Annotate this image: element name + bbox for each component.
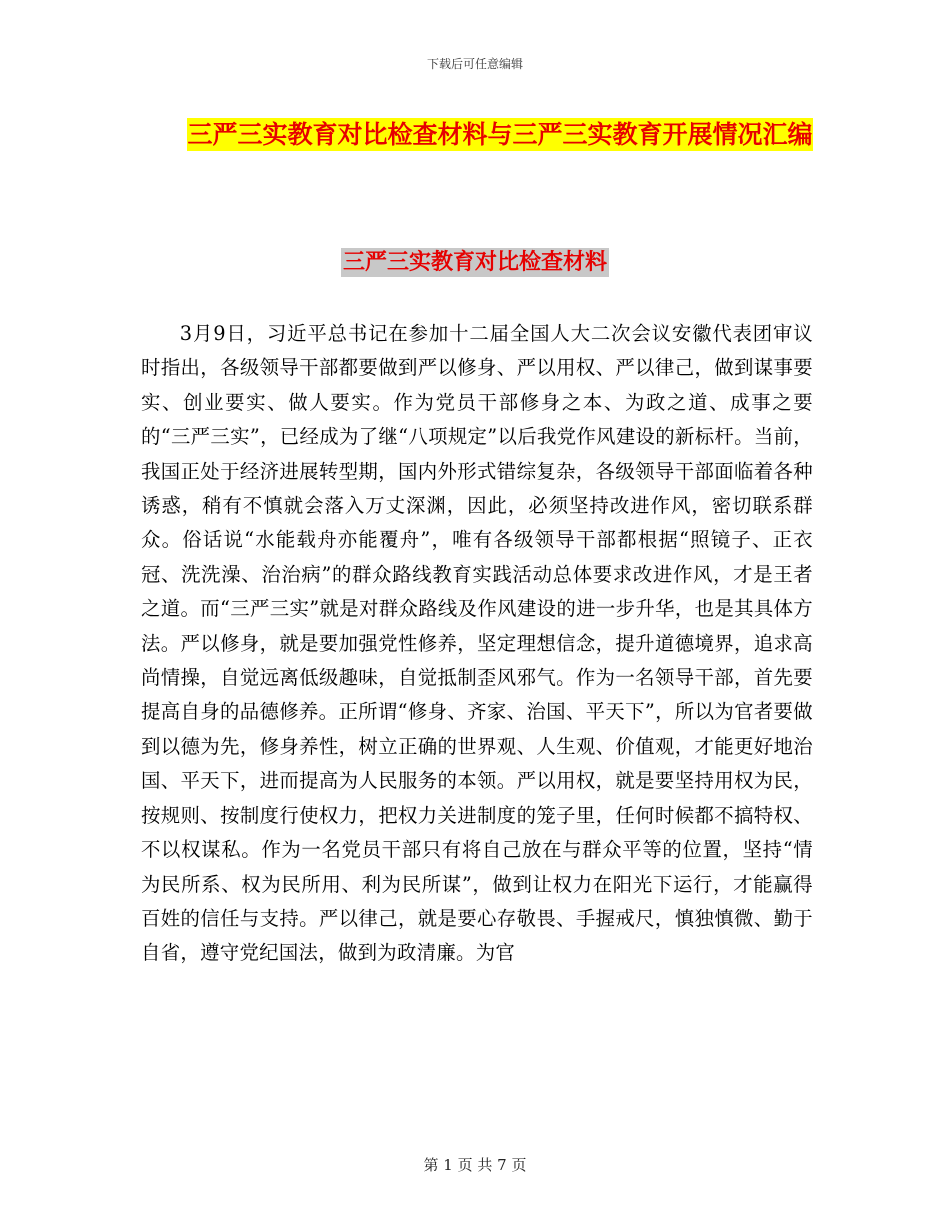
section-title — [0, 246, 950, 280]
body-paragraph: 3月9日，习近平总书记在参加十二届全国人大二次会议安徽代表团审议时指出，各级领导干部都要做到严以修身、严以用权、严以律己，做到谋事要实、创业要实、做人要实。作为党员干部修身之本、为政之道、成事之要的“三严三实”，已经成为了继“八项规定”以后我党作风建设的新标杆。当前，我国正处于经济进展转型期，国内外形式错综复杂，各级领导干部面临着各种诱惑，稍有不慎就会落入万丈深渊，因此，必须坚持改进作风，密切联系群众。俗话说“水能载舟亦能覆舟”，唯有各级领导干部都根据“照镜子、正衣冠、洗洗澡、治治病”的群众路线教育实践活动总体要求改进作风，才是王者之道。而“三严三实”就是对群众路线及作风建设的进一步升华，也是其具体方法。严以修身，就是要加强党性修养，坚定理想信念，提升道德境界，追求高尚情操，自觉远离低级趣味，自觉抵制歪风邪气。作为一名领导干部，首先要提高自身的品德修养。正所谓“修身、齐家、治国、平天下”，所以为官者要做到以德为先，修身养性，树立正确的世界观、人生观、价值观，才能更好地治国、平天下，进而提高为人民服务的本领。严以用权，就是要坚持用权为民，按规则、按制度行使权力，把权力关进制度的笼子里，任何时候都不搞特权、不以权谋私。作为一名党员干部只有将自己放在与群众平等的位置，坚持“情为民所系、权为民所用、利为民所谋”，做到让权力在阳光下运行，才能赢得百姓的信任与支持。严以律己，就是要心存敬畏、手握戒尺，慎独慎微、勤于自省，遵守党纪国法，做到为政清廉。为官 — [141, 322, 813, 965]
header-note: 下载后可任意编辑 — [426, 57, 523, 71]
document-title-text: 三严三实教育对比检查材料与三严三实教育开展情况汇编 — [187, 120, 813, 149]
section-title-text: 三严三实教育对比检查材料 — [342, 250, 607, 275]
document-title — [180, 112, 820, 158]
page-footer: 第 1 页 共 7 页 — [423, 1156, 527, 1174]
